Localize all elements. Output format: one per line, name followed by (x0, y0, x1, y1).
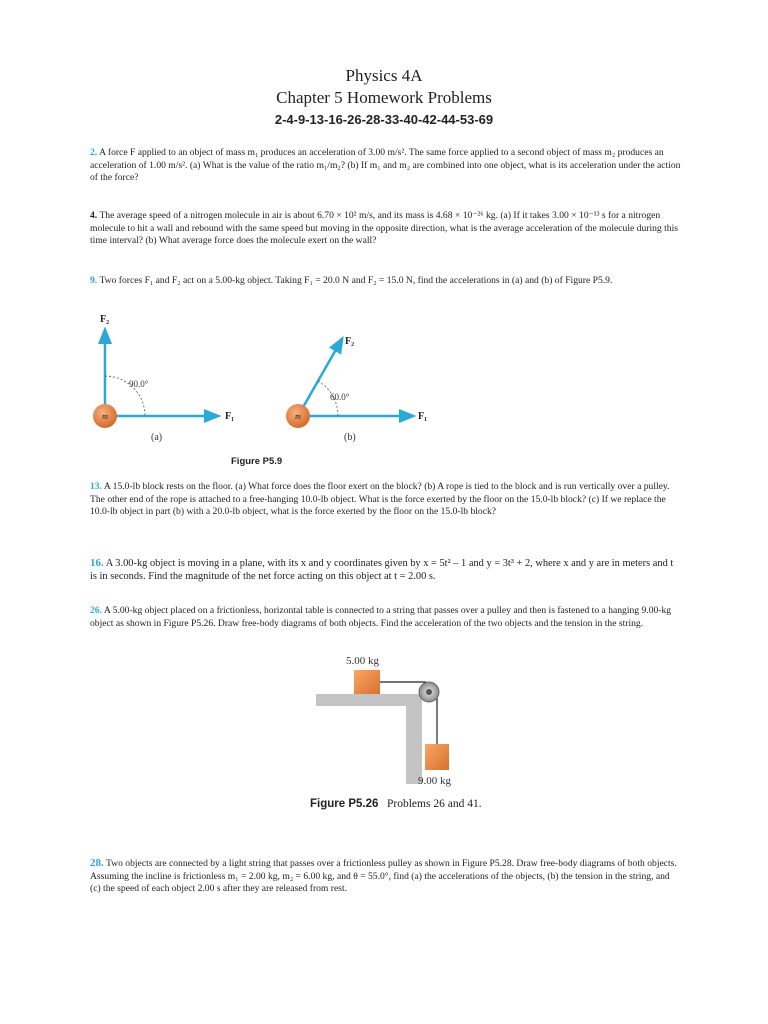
mass-hanging-label: 9.00 kg (418, 775, 451, 787)
problem-9 (90, 275, 682, 288)
problem-text: A 3.00-kg object is moving in a plane, with its x and y coordinates given by x = 5t² – 1 and y = 3t³ + 2, where x and y are in meters and t is in seconds. Find the magnitude of the net force acting on this object at t = 2.00 s. (90, 558, 674, 582)
figure-p5-9 (80, 308, 440, 458)
problem-2 (90, 147, 682, 185)
force-f2-arrow-b (298, 339, 342, 416)
block-5kg (354, 670, 380, 694)
f1-label-a: F₁ (225, 411, 235, 422)
angle-label-b: 60.0° (330, 392, 350, 402)
problem-text: A 5.00-kg object placed on a frictionless, horizontal table is connected to a string that passes over a pulley and then is fastened to a hanging 9.00-kg object as shown in Figure P5.26. Draw free-body diagrams of both objects. Find the acceleration of the two objects and the tension in the string. (90, 605, 672, 629)
f2-label-b: F₂ (345, 336, 355, 347)
figure-p5-26 (310, 650, 470, 790)
figure-p5-26-caption (310, 798, 482, 810)
figure-p5-26-caption-label: Figure P5.26 (310, 798, 379, 810)
problem-number: 13. (90, 481, 102, 492)
problem-text: Two objects are connected by a light string that passes over a frictionless pulley as shown in Figure P5.28. Draw free-body diagrams of both objects. Assuming the incline is frictionless m₁ = 2.00 kg, m₂ = 6.00 kg, and θ = 55.0°, find (a) the accelerations of the objects, (b) the tension in the string, and (c) the speed of each object 2.00 s after they are released from rest. (90, 858, 677, 895)
mass-label-a: m (102, 412, 108, 421)
block-9kg (425, 744, 449, 770)
mass-label-b: m (295, 412, 301, 421)
problem-text: The average speed of a nitrogen molecule in air is about 6.70 × 10² m/s, and its mass is 4.68 × 10⁻²⁶ kg. (a) If it takes 3.00 × 10⁻¹³ s for a nitrogen molecule to hit a wall and rebound with the same speed but moving in the opposite direction, what is the average acceleration of the molecule during this time interval? (b) What average force does the molecule exert on the wall? (90, 210, 678, 247)
mass-top-label: 5.00 kg (346, 655, 379, 667)
problem-4 (90, 210, 682, 248)
figure-p5-26-caption-text: Problems 26 and 41. (387, 798, 482, 810)
course-title: Physics 4A (345, 66, 423, 85)
problem-number: 2. (90, 147, 98, 158)
problem-list: 2-4-9-13-16-26-28-33-40-42-44-53-69 (274, 112, 494, 127)
f1-label-b: F₁ (418, 411, 428, 422)
problem-number: 4. (90, 210, 98, 221)
problem-number: 26. (90, 605, 102, 616)
panel-label-a: (a) (151, 432, 163, 443)
problem-28 (90, 857, 682, 896)
chapter-title: Chapter 5 Homework Problems (276, 88, 492, 107)
panel-label-b: (b) (344, 432, 356, 443)
problem-26 (90, 605, 682, 630)
problem-number: 16. (90, 557, 104, 569)
f2-label-a: F₂ (100, 314, 110, 325)
angle-label-a: 90.0° (129, 379, 149, 389)
problem-number: 28. (90, 857, 104, 869)
problem-16 (90, 557, 682, 583)
figure-p5-9-caption: Figure P5.9 (231, 456, 283, 467)
problem-13 (90, 481, 682, 519)
problem-text: Two forces F₁ and F₂ act on a 5.00-kg object. Taking F₁ = 20.0 N and F₂ = 15.0 N, find the accelerations in (a) and (b) of Figure P5.9. (99, 275, 613, 286)
problem-text: A 15.0-lb block rests on the floor. (a) What force does the floor exert on the block? (b) A rope is tied to the block and is run vertically over a pulley. The other end of the rope is attached to a free-hanging 10.0-lb object. What is the force exerted by the floor on the 15.0-lb block? (c) If we replace the 10.0-lb object in part (b) with a 20.0-lb object, what is the force exerted by the floor on the 15.0-lb block? (90, 481, 670, 518)
table (316, 694, 422, 784)
problem-text: A force F applied to an object of mass m₁ produces an acceleration of 3.00 m/s². The same force applied to a second object of mass m₂ produces an acceleration of 1.00 m/s². (a) What is the value of the ratio m₁/m₂? (b) If m₁ and m₂ are combined into one object, what is its acceleration under the action of the force? (90, 147, 681, 184)
problem-number: 9. (90, 275, 98, 286)
